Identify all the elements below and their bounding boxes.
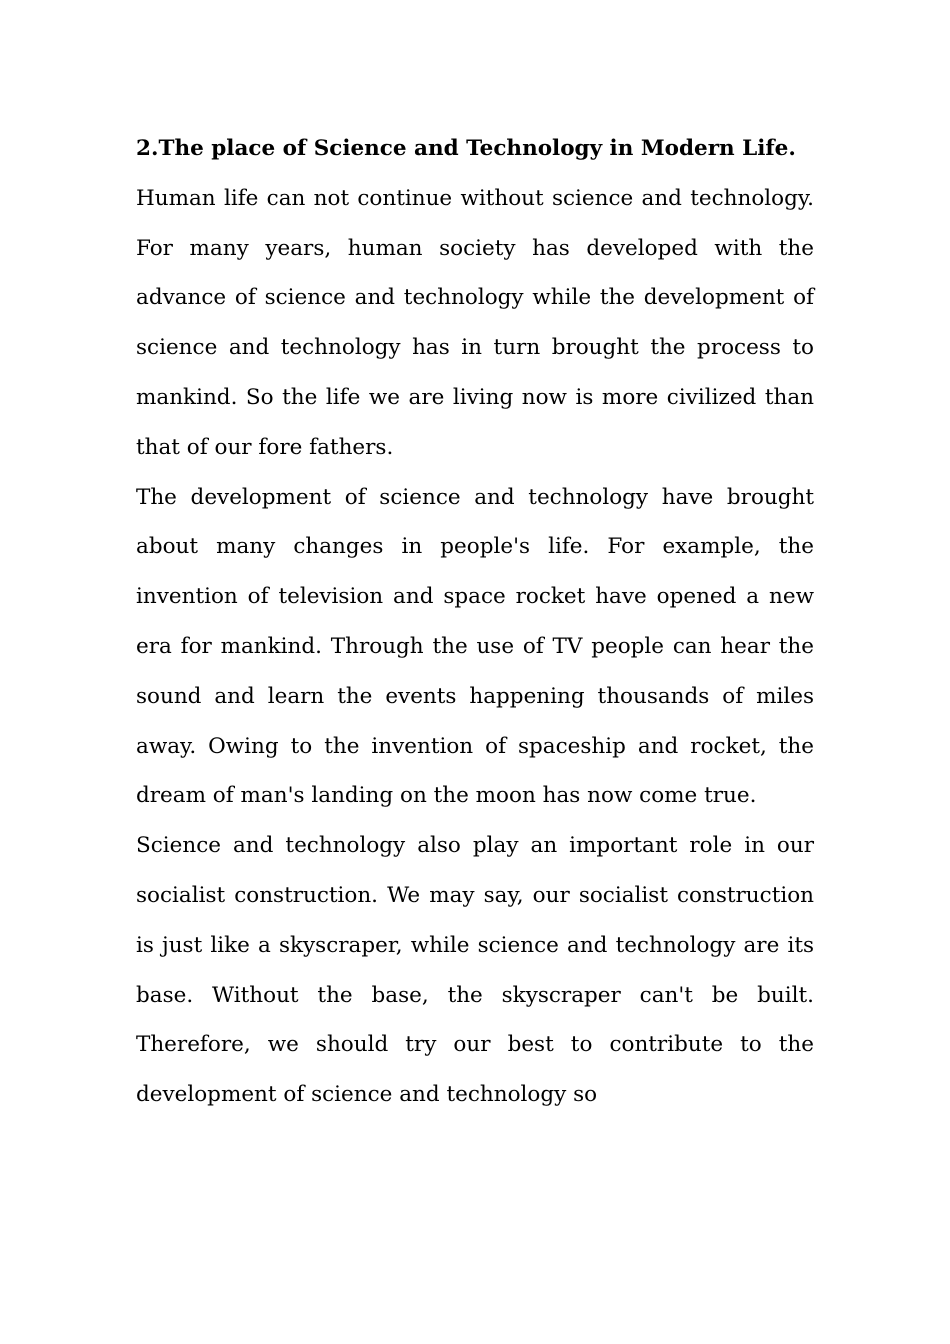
paragraph-2: The development of science and technology have brought about many changes in people's life. For example, the invention of television and space rocket have opened a new era for mankind. Through the use of TV people can hear the sound and learn the events happening thousands of miles away. Owing to the invention of spaceship and rocket, the dream of man's landing on the moon has now come true. xyxy=(136,484,814,809)
paragraph-3: Science and technology also play an important role in our socialist construction. We may say, our socialist construction is just like a skyscraper, while science and technology are its base. Without the base, the skyscraper can't be built. Therefore, we should try our best to contribute to the development of science and technology so xyxy=(136,833,814,1108)
document-page xyxy=(136,124,814,1120)
essay-title: 2.The place of Science and Technology in Modern Life. xyxy=(136,136,796,161)
paragraph-1: Human life can not continue without science and technology. For many years, human society has developed with the advance of science and technology while the development of science and technology has in turn brought the process to mankind. So the life we are living now is more civilized than that of our fore fathers. xyxy=(136,185,814,460)
